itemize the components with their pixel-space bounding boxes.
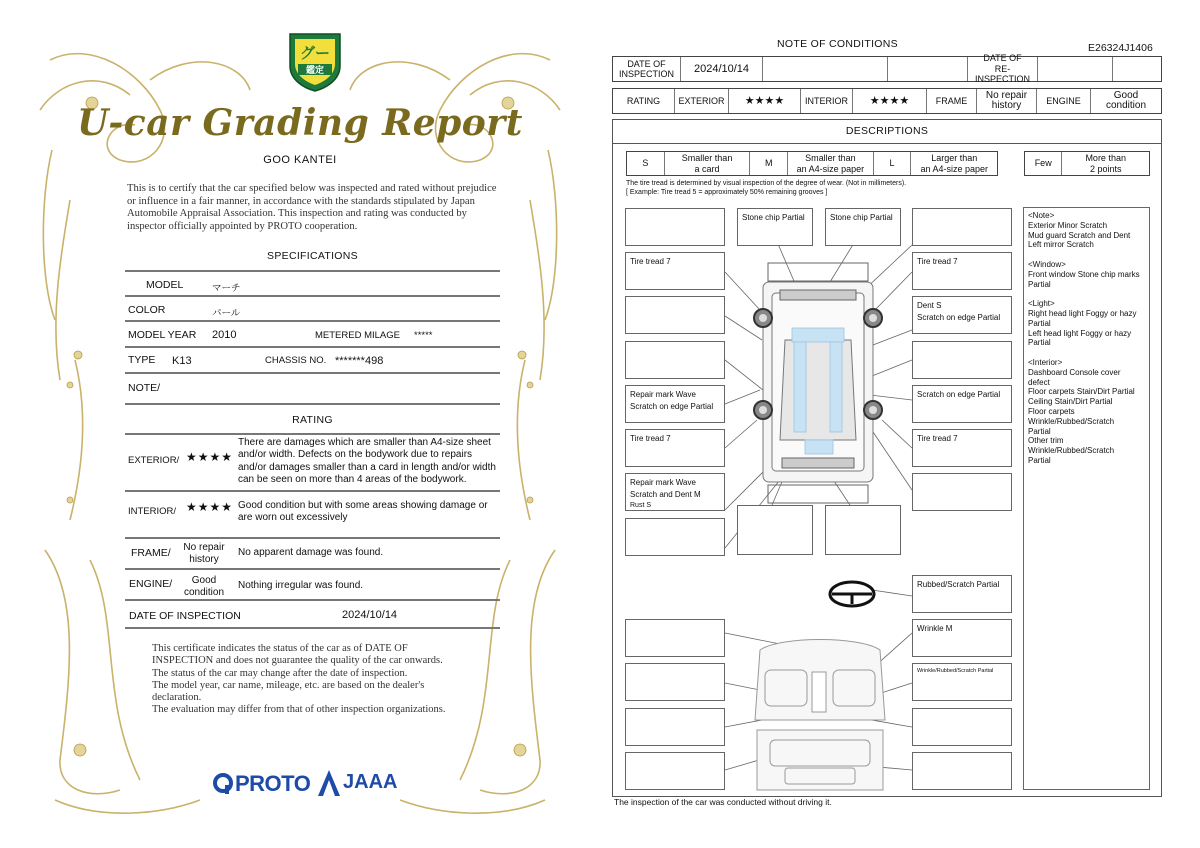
divider <box>125 537 500 539</box>
goo-kantei-badge-icon <box>286 30 344 92</box>
note-box <box>625 619 725 657</box>
certification-statement: This is to certify that the car specified below was inspected and rated without prejudice or influence in a fair manner, in accordance with the standards stipulated by Japan Automobile Appraisal Association. This inspection and rating was conducted by inspector officially appointed by PROTO cooperation. <box>127 183 497 232</box>
chassis-label: CHASSIS NO. <box>265 355 327 366</box>
note-box-rear-right-tire: Tire tread 7 <box>912 429 1012 467</box>
exterior-label: EXTERIOR <box>675 89 729 113</box>
model-label: MODEL <box>146 279 184 291</box>
note-box <box>825 505 901 555</box>
divider <box>125 599 500 601</box>
rating-heading: RATING <box>292 414 333 426</box>
engine-value: Good condition <box>183 575 225 598</box>
type-value: K13 <box>172 355 192 367</box>
legend-l-desc: Larger than an A4-size paper <box>920 153 988 174</box>
document-id: E26324J1406 <box>1088 42 1153 54</box>
note-box-rear: Repair mark Wave Scratch and Dent M Rust S <box>625 473 725 511</box>
note-box <box>625 208 725 246</box>
note-box-front-right-tire: Tire tread 7 <box>912 252 1012 290</box>
specifications-heading: SPECIFICATIONS <box>267 250 358 262</box>
metered-milage-label: METERED MILAGE <box>315 330 400 341</box>
legend-s-desc: Smaller than a card <box>665 152 751 175</box>
tire-example: [ Example: Tire tread 5 = approximately 50% remaining grooves ] <box>626 189 828 196</box>
legend-few: Few <box>1025 152 1062 175</box>
rating-label: RATING <box>613 89 675 113</box>
model-year-value: 2010 <box>212 329 237 341</box>
note-box <box>625 518 725 556</box>
note-box-left-side: Repair mark Wave Scratch on edge Partial <box>625 385 725 423</box>
divider <box>125 433 500 435</box>
note-of-conditions <box>600 0 1200 848</box>
divider <box>125 568 500 570</box>
interior-label: INTERIOR <box>801 89 853 113</box>
note-box-front-window-2: Stone chip Partial <box>825 208 901 246</box>
legend-more: More than 2 points <box>1085 153 1126 174</box>
svg-text:鑑定: 鑑定 <box>305 66 325 76</box>
note-section-window: <Window> Front window Stone chip marks Partial <box>1028 259 1140 289</box>
legend-m: M <box>750 152 788 175</box>
engine-label: ENGINE/ <box>129 578 173 590</box>
interior-stars: ★★★★ <box>853 89 927 113</box>
date-of-inspection-value: 2024/10/14 <box>342 609 398 621</box>
descriptions-heading: DESCRIPTIONS <box>612 119 1162 144</box>
legend-s: S <box>627 152 665 175</box>
report-subtitle: GOO KANTEI <box>263 154 337 166</box>
exterior-rating-stars: ★★★★ <box>186 450 234 464</box>
exterior-description: There are damages which are smaller than A4-size sheet and/or width. Defects on the bodywork due to repairs and/or damages smaller than a card in length and/or width can be seen on more than 4 areas of the bodywork. <box>238 437 496 485</box>
note-box <box>912 208 1012 246</box>
legend-l: L <box>874 152 912 175</box>
note-box <box>625 752 725 790</box>
note-box <box>625 708 725 746</box>
note-box <box>625 663 725 701</box>
divider <box>125 320 500 322</box>
divider <box>125 372 500 374</box>
engine-value: Good condition <box>1105 89 1147 111</box>
note-box-front-window: Stone chip Partial <box>737 208 813 246</box>
proto-logo: PROTO <box>235 771 311 796</box>
color-label: COLOR <box>128 304 166 316</box>
note-box <box>912 341 1012 379</box>
frame-label: FRAME <box>927 89 977 113</box>
report-title: U-car Grading Report <box>77 102 523 144</box>
note-section-interior: <Interior> Dashboard Console cover defect Floor carpets Stain/Dirt Partial Ceiling Stain/Dirt Partial Floor carpets Wrinkle/Rubbed/Scratch Partial Other trim Wrinkle/Rubbed/Scratch Partial <box>1028 357 1135 465</box>
note-box <box>737 505 813 555</box>
engine-description: Nothing irregular was found. <box>238 580 364 591</box>
note-box-interior-front: Wrinkle M <box>912 619 1012 657</box>
divider <box>125 270 500 272</box>
jaaa-logo: JAAA <box>343 771 398 793</box>
date-of-inspection-label: DATE OF INSPECTION <box>129 610 241 622</box>
divider <box>125 403 500 405</box>
note-box-right-side: Scratch on edge Partial <box>912 385 1012 423</box>
note-box <box>625 341 725 379</box>
note-label: NOTE/ <box>128 382 161 394</box>
model-year-label: MODEL YEAR <box>128 329 197 341</box>
date-of-inspection-label: DATE OF INSPECTION <box>613 57 681 81</box>
note-box <box>625 296 725 334</box>
type-label: TYPE <box>128 354 156 366</box>
steering-wheel-icon <box>830 582 874 606</box>
date-of-reinspection-label: DATE OF RE-INSPECTION <box>968 57 1038 81</box>
certificate-disclaimer: This certificate indicates the status of the car as of DATE OF INSPECTION and does not guarantee the quality of the car onwards. The status of the car may change after the date of inspection. The model year, car name, mileage, etc. are based on the dealer's declaration. The evaluation may differ from that of other inspection organizations. <box>152 643 446 716</box>
divider <box>125 627 500 629</box>
note-box <box>912 752 1012 790</box>
frame-label: FRAME/ <box>131 547 171 559</box>
interior-rating-stars: ★★★★ <box>186 500 234 514</box>
exterior-stars: ★★★★ <box>729 89 801 113</box>
date-of-inspection-value: 2024/10/14 <box>681 57 763 81</box>
proto-logo-icon <box>213 773 233 795</box>
note-box <box>912 708 1012 746</box>
interior-description: Good condition but with some areas showing damage or are worn out excessively <box>238 500 488 524</box>
note-box-front-left-tire: Tire tread 7 <box>625 252 725 290</box>
tire-note: The tire tread is determined by visual inspection of the degree of wear. (Not in millimeters). <box>626 180 907 187</box>
note-box-rear-left-tire: Tire tread 7 <box>625 429 725 467</box>
note-box-interior-seat: Wrinkle/Rubbed/Scratch Partial <box>912 663 1012 701</box>
metered-milage-value: ***** <box>414 330 433 341</box>
notes-title: NOTE OF CONDITIONS <box>777 38 898 50</box>
jaaa-logo-icon <box>318 770 340 796</box>
divider <box>125 295 500 297</box>
color-value: パール <box>212 308 241 319</box>
condition-notes-panel <box>1023 207 1150 790</box>
note-section-general: <Note> Exterior Minor Scratch Mud guard Scratch and Dent Left mirror Scratch <box>1028 211 1131 250</box>
divider <box>125 346 500 348</box>
frame-description: No apparent damage was found. <box>238 547 384 558</box>
interior-label: INTERIOR/ <box>128 506 177 517</box>
model-value: マーチ <box>212 283 241 294</box>
note-section-light: <Light> Right head light Foggy or hazy Partial Left head light Foggy or hazy Partial <box>1028 299 1137 348</box>
frame-value: No repair history <box>977 89 1037 113</box>
svg-text:グー: グー <box>299 44 331 62</box>
frame-value: No repair history <box>183 542 225 565</box>
note-box-steering: Rubbed/Scratch Partial <box>912 575 1012 613</box>
divider <box>125 490 500 492</box>
chassis-value: *******498 <box>335 355 384 367</box>
note-box <box>912 473 1012 511</box>
legend-m-desc: Smaller than an A4-size paper <box>788 152 874 175</box>
note-box-front-right: Dent S Scratch on edge Partial <box>912 296 1012 334</box>
exterior-label: EXTERIOR/ <box>128 455 180 466</box>
engine-label: ENGINE <box>1037 89 1091 113</box>
inspection-disclaimer: The inspection of the car was conducted without driving it. <box>614 797 832 807</box>
